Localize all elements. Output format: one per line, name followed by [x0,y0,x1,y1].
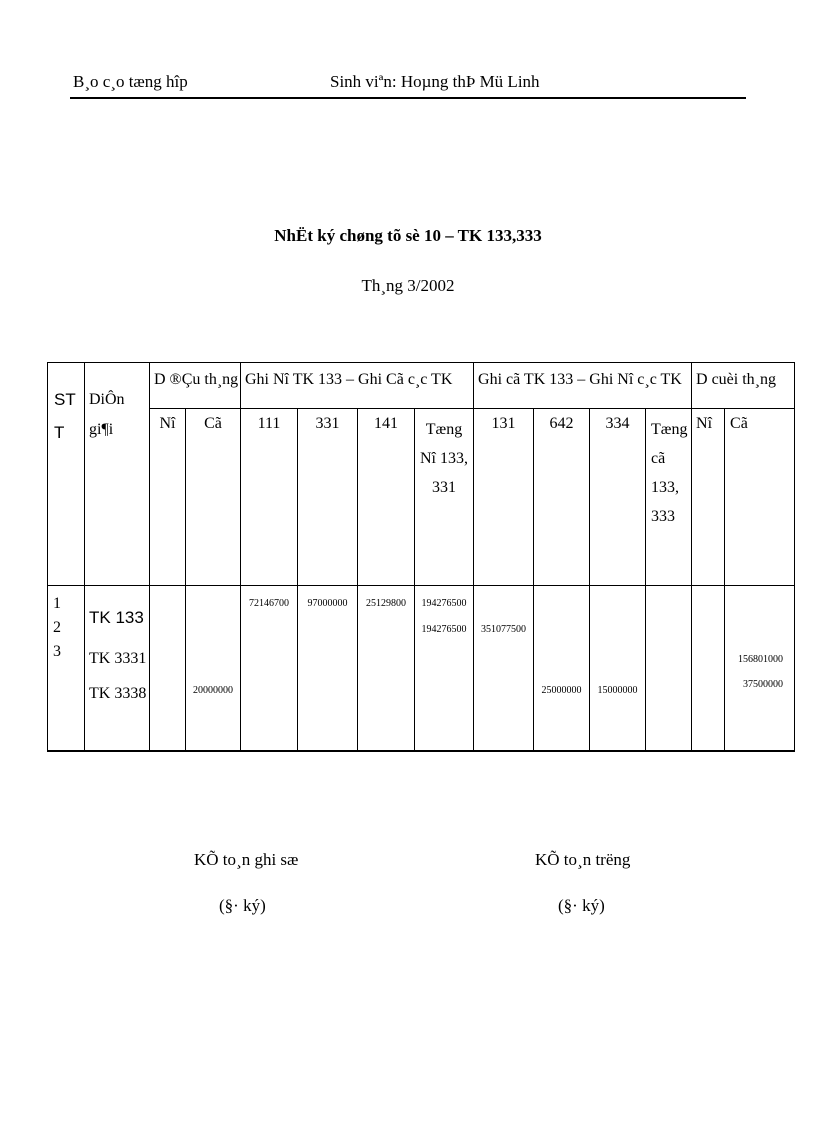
row-stt-1: 1 [53,595,61,612]
cell-debit-141: 25129800 [358,586,415,751]
signature-left-note: (§· ký) [219,896,266,915]
row-stt-3: 3 [53,643,61,660]
row-desc-cell [85,586,150,751]
cell-debit-331: 97000000 [298,586,358,751]
col-stt-header [48,363,85,586]
row-stt-2: 2 [53,619,61,636]
sub-total-credit [646,409,692,586]
sub-642: 642 [534,409,590,586]
sub-total-debit-line1: Tæng [425,421,463,438]
cell-close-co [725,586,795,751]
cell-credit-total [646,586,692,751]
signature-left-title: KÕ to¸n ghi sæ [194,850,299,869]
debit-total-1: 194276500 [421,598,467,609]
sub-total-credit-line3: 133, [651,479,680,496]
col-stt-line1: ST [54,390,76,409]
table-header-row-groups [48,363,795,409]
group-debit-header: Ghi Nî TK 133 – Ghi Cã c¸c TK [241,363,474,409]
sub-close-no: Nî [692,409,725,586]
sub-131: 131 [474,409,534,586]
sub-334: 334 [590,409,646,586]
table-row [48,586,795,751]
row-desc-tk3338: TK 3338 [89,685,147,702]
signature-right-note: (§· ký) [558,896,605,915]
sub-total-debit [415,409,474,586]
col-stt-line2: T [54,423,65,442]
sub-111: 111 [241,409,298,586]
col-desc-header [85,363,150,586]
sub-total-credit-line2: cã [651,450,666,467]
cell-credit-131: 351077500 [474,586,534,751]
cell-debit-111: 72146700 [241,586,298,751]
sub-total-debit-line2: Nî 133, [420,450,468,467]
table-header-row-subcols [48,409,795,586]
row-stt-cell [48,586,85,751]
group-closing-header: D cuèi th¸ng [692,363,795,409]
row-desc-tk3331: TK 3331 [89,650,147,667]
sub-close-co: Cã [725,409,795,586]
cell-close-no [692,586,725,751]
header-divider [70,97,746,99]
sub-open-co: Cã [186,409,241,586]
cell-debit-total [415,586,474,751]
sub-331: 331 [298,409,358,586]
close-co-2: 37500000 [743,679,784,690]
sub-open-no: Nî [150,409,186,586]
sub-total-credit-line1: Tæng [651,421,688,438]
journal-table [47,362,795,752]
row-desc-tk133: TK 133 [89,608,144,627]
report-header-author: Sinh viªn: Hoµng thÞ Mü Linh [330,72,540,91]
close-co-1: 156801000 [738,654,784,665]
cell-credit-334: 15000000 [590,586,646,751]
sub-141: 141 [358,409,415,586]
cell-open-no [150,586,186,751]
sub-total-credit-line4: 333 [651,508,676,525]
group-opening-header: D ®Çu th¸ng [150,363,241,409]
cell-open-co: 20000000 [186,586,241,751]
signature-right-title: KÕ to¸n trëng [535,850,631,869]
sub-total-debit-line3: 331 [432,479,456,496]
debit-total-2: 194276500 [421,624,467,635]
document-title: NhËt ký chøng tõ sè 10 – TK 133,333 [274,226,542,245]
document-subtitle: Th¸ng 3/2002 [361,276,455,295]
report-header-left: B¸o c¸o tæng hîp [73,72,188,91]
group-credit-header: Ghi cã TK 133 – Ghi Nî c¸c TK [474,363,692,409]
col-desc-line2: gi¶i [89,421,114,438]
cell-credit-642: 25000000 [534,586,590,751]
col-desc-line1: DiÔn [89,391,125,408]
